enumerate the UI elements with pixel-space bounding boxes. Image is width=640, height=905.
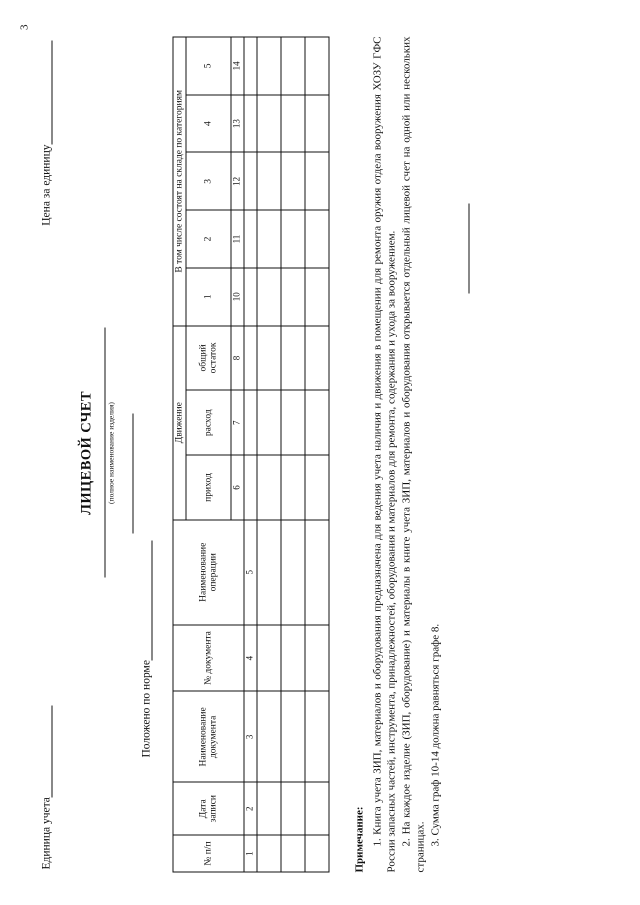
th-balance: общий остаток: [186, 325, 231, 390]
th-cat-5: 5: [186, 37, 231, 95]
num-12b: [244, 152, 257, 210]
cell: [281, 325, 305, 390]
cell: [305, 37, 329, 95]
price-per-unit-label: Цена за единицу: [40, 144, 52, 226]
num-13b: [244, 94, 257, 152]
cell: [257, 624, 281, 691]
title-caption: (полное наименование изделия): [106, 401, 115, 504]
cell: [305, 455, 329, 520]
num-8: 8: [231, 325, 244, 390]
th-col1: № п/п: [173, 835, 244, 872]
cell: [257, 390, 281, 455]
num-6b: [244, 455, 257, 520]
cell: [305, 152, 329, 210]
num-4: 4: [244, 624, 257, 691]
secondary-rule: [132, 413, 133, 533]
num-7: 7: [231, 390, 244, 455]
th-col4: № документа: [173, 624, 244, 691]
unit-of-measure-label: Единица учета: [40, 796, 52, 869]
cell: [281, 835, 305, 872]
th-cat-1: 1: [186, 267, 231, 325]
num-11b: [244, 210, 257, 268]
note-item-3: 3. Сумма граф 10-14 должна равняться графе 8.: [428, 623, 441, 846]
cell: [281, 455, 305, 520]
th-expense: расход: [186, 390, 231, 455]
cell: [257, 325, 281, 390]
price-per-unit-field: [40, 40, 52, 225]
cell: [305, 325, 329, 390]
num-2: 2: [244, 782, 257, 835]
cell: [281, 782, 305, 835]
th-cat-3: 3: [186, 152, 231, 210]
cell: [281, 691, 305, 782]
notes-heading: Примечание:: [353, 805, 365, 872]
num-10b: [244, 267, 257, 325]
th-movement: Движение: [173, 325, 186, 519]
num-5: 5: [244, 519, 257, 624]
cell: [305, 267, 329, 325]
cell: [305, 519, 329, 624]
cell: [281, 390, 305, 455]
norm-field: [140, 540, 152, 757]
norm-blank: [140, 540, 152, 660]
notes-section: [352, 36, 442, 872]
cell: [281, 152, 305, 210]
unit-of-measure-field: [40, 705, 52, 869]
num-6: 6: [231, 455, 244, 520]
cell: [281, 37, 305, 95]
num-8b: [244, 325, 257, 390]
cell: [257, 267, 281, 325]
cell: [305, 390, 329, 455]
cell: [257, 94, 281, 152]
cell: [257, 210, 281, 268]
th-col3: Наименование документа: [173, 691, 244, 782]
cell: [257, 455, 281, 520]
cell: [305, 835, 329, 872]
price-per-unit-blank: [40, 40, 52, 144]
cell: [305, 94, 329, 152]
num-11: 11: [231, 210, 244, 268]
table-header-row-1: [173, 37, 186, 872]
cell: [305, 782, 329, 835]
footer-rule: [468, 203, 469, 293]
cell: [281, 519, 305, 624]
th-col5: Наименование операции: [173, 519, 244, 624]
cell: [305, 210, 329, 268]
th-cat-4: 4: [186, 94, 231, 152]
th-income: приход: [186, 455, 231, 520]
num-12: 12: [231, 152, 244, 210]
cell: [257, 37, 281, 95]
table-column-numbers-row: [244, 37, 257, 872]
num-7b: [244, 390, 257, 455]
cell: [257, 519, 281, 624]
num-10: 10: [231, 267, 244, 325]
cell: [281, 267, 305, 325]
num-14b: [244, 37, 257, 95]
note-item-1: 1. Книга учета ЗИП, материалов и оборудования предназначена для ведения учета наличия и движения в помещении для ремонта оружия отдела вооружения ХОЗУ ГФС России запасных частей, инструмента, принадлежностей, оборудования и материалов для ремонта, содержания и ухода за вооружением.: [370, 36, 398, 872]
th-col2: Дата записи: [173, 782, 244, 835]
table-body: [257, 37, 329, 872]
table-row: [281, 37, 305, 872]
cell: [305, 691, 329, 782]
page-number: 3: [18, 24, 30, 30]
norm-label: Положено по норме: [140, 659, 152, 757]
unit-of-measure-blank: [40, 705, 52, 797]
table-row: [305, 37, 329, 872]
cell: [257, 152, 281, 210]
num-1: 1: [244, 835, 257, 872]
th-stock-group: В том числе состоят на складе по категориям: [173, 37, 186, 326]
cell: [281, 624, 305, 691]
cell: [281, 210, 305, 268]
page-title: ЛИЦЕВОЙ СЧЕТ: [78, 390, 94, 515]
num-13: 13: [231, 94, 244, 152]
cell: [281, 94, 305, 152]
note-item-2: 2. На каждое изделие (ЗИП, оборудование) и материалы в книге учета ЗИП, материалов и оборудования открывается отдельный лицевой счет на одной или нескольких страницах.: [399, 36, 427, 872]
title-underline: [104, 328, 105, 578]
cell: [257, 782, 281, 835]
cell: [257, 835, 281, 872]
num-3: 3: [244, 691, 257, 782]
th-cat-2: 2: [186, 210, 231, 268]
cell: [305, 624, 329, 691]
cell: [257, 691, 281, 782]
table-row: [257, 37, 281, 872]
num-14: 14: [231, 37, 244, 95]
ledger-table: [172, 36, 329, 872]
